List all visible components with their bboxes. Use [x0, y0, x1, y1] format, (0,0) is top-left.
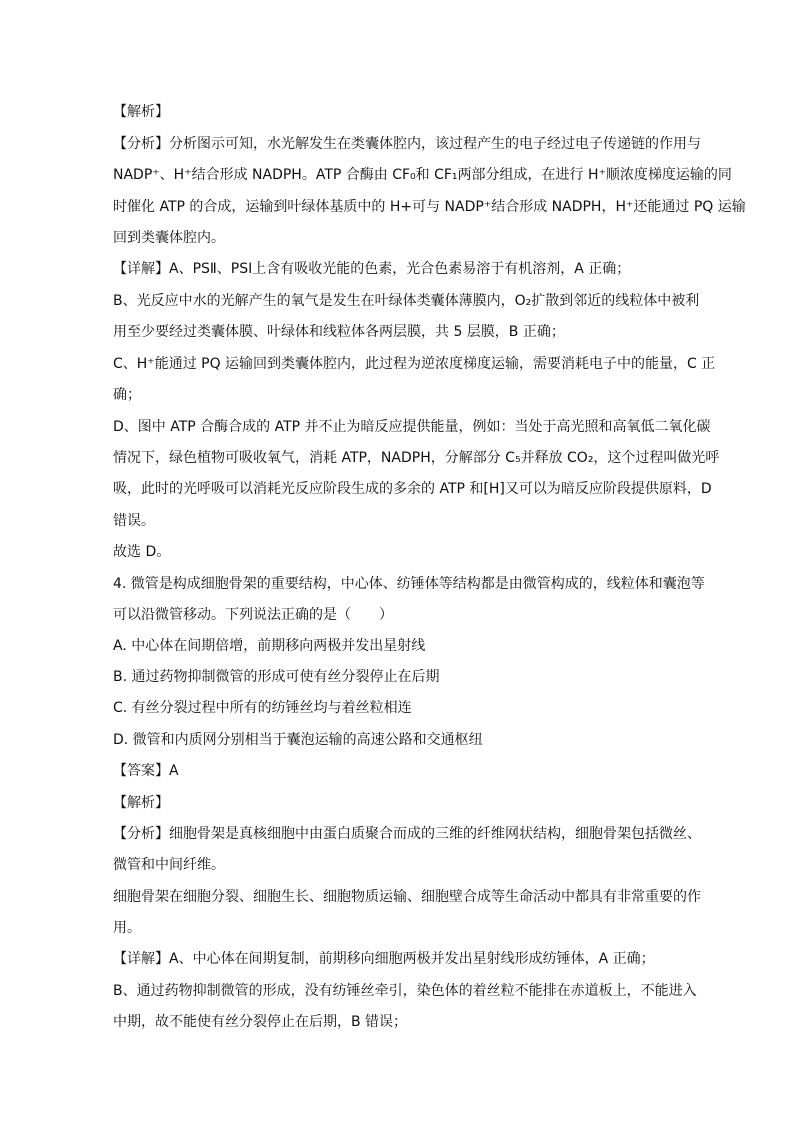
question-stem: 4. 微管是构成细胞骨架的重要结构，中心体、纺锤体等结构都是由微管构成的，线粒体和囊泡等	[113, 576, 705, 592]
paragraph-line: 细胞骨架在细胞分裂、细胞生长、细胞物质运输、细胞壁合成等生命活动中都具有非常重要的作	[113, 889, 701, 905]
paragraph-line: 中期，故不能使有丝分裂停止在后期，B 错误；	[113, 1014, 408, 1030]
paragraph-line: 错误。	[113, 513, 155, 529]
answer-choice-line: 故选 D。	[113, 544, 171, 560]
paragraph-line: 确；	[113, 387, 141, 403]
question-stem: 可以沿微管移动。下列说法正确的是（ ）	[113, 607, 393, 623]
paragraph-line: B、通过药物抑制微管的形成，没有纺锤丝牵引，染色体的着丝粒不能排在赤道板上，不能进入	[113, 983, 697, 999]
section-heading-analysis: 【解析】	[113, 104, 169, 120]
paragraph-line: B、光反应中水的光解产生的氧气是发生在叶绿体类囊体薄膜内，O₂扩散到邻近的线粒体中被利	[113, 293, 700, 309]
paragraph-line: 情况下，绿色植物可吸收氧气，消耗 ATP，NADPH，分解部分 C₅并释放 CO₂，这个过程叫做光呼	[113, 450, 720, 466]
paragraph-line: 时催化 ATP 的合成，运输到叶绿体基质中的 H+可与 NADP⁺结合形成 NADPH，H⁺还能通过 PQ 运输	[113, 199, 746, 215]
paragraph-line: 用。	[113, 920, 141, 936]
paragraph-line: 【详解】A、PSⅡ、PSⅠ上含有吸收光能的色素，光合色素易溶于有机溶剂，A 正确；	[113, 261, 631, 277]
answer-line: 【答案】A	[113, 763, 179, 779]
paragraph-line: 【详解】A、中心体在间期复制，前期移向细胞两极并发出星射线形成纺锤体，A 正确；	[113, 951, 655, 967]
paragraph-line: 微管和中间纤维。	[113, 857, 225, 873]
option-c: C. 有丝分裂过程中所有的纺锤丝均与着丝粒相连	[113, 700, 412, 716]
paragraph-line: NADP⁺、H⁺结合形成 NADPH。ATP 合酶由 CF₀和 CF₁两部分组成，在进行 H⁺顺浓度梯度运输的同	[113, 167, 732, 183]
paragraph-line: 【分析】分析图示可知，水光解发生在类囊体腔内，该过程产生的电子经过电子传递链的作用与	[113, 136, 701, 152]
paragraph-line: 【分析】细胞骨架是真核细胞中由蛋白质聚合而成的三维的纤维网状结构，细胞骨架包括微丝、	[113, 826, 701, 842]
option-b: B. 通过药物抑制微管的形成可使有丝分裂停止在后期	[113, 669, 440, 685]
option-a: A. 中心体在间期倍增，前期移向两极并发出星射线	[113, 638, 426, 654]
paragraph-line: D、图中 ATP 合酶合成的 ATP 并不止为暗反应提供能量，例如：当处于高光照和高氧低二氧化碳	[113, 419, 711, 435]
section-heading-analysis: 【解析】	[113, 795, 169, 811]
paragraph-line: C、H⁺能通过 PQ 运输回到类囊体腔内，此过程为逆浓度梯度运输，需要消耗电子中的能量，C 正	[113, 356, 716, 372]
paragraph-line: 回到类囊体腔内。	[113, 230, 225, 246]
paragraph-line: 吸，此时的光呼吸可以消耗光反应阶段生成的多余的 ATP 和[H]又可以为暗反应阶段提供原料，D	[113, 481, 712, 497]
paragraph-line: 用至少要经过类囊体膜、叶绿体和线粒体各两层膜，共 5 层膜，B 正确；	[113, 324, 565, 340]
option-d: D. 微管和内质网分别相当于囊泡运输的高速公路和交通枢纽	[113, 732, 483, 748]
